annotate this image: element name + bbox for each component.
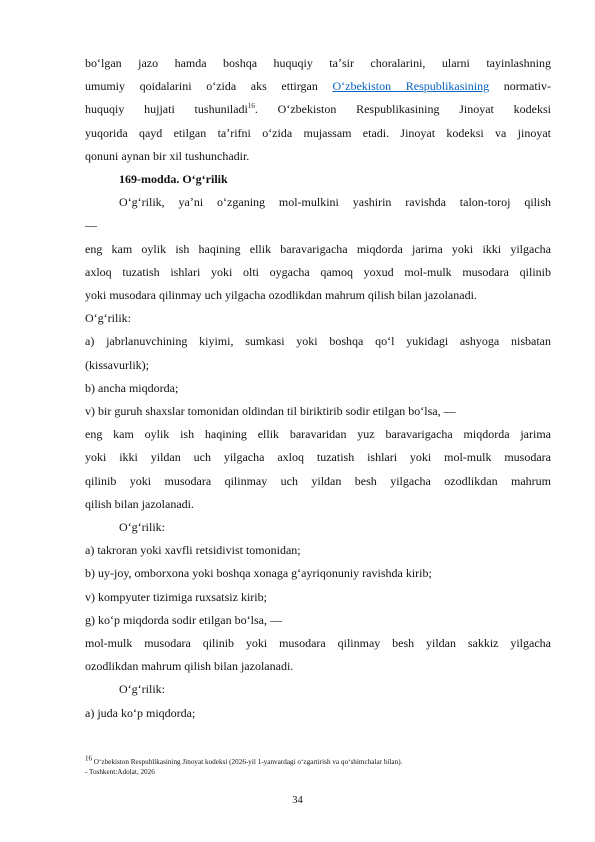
- body-line: ozodlikdan mahrum qilish bilan jazolanadi.: [85, 659, 294, 674]
- body-line: —: [85, 218, 97, 233]
- body-line: Oʻgʻrilik:: [119, 520, 165, 535]
- footnote-line: [85, 754, 551, 767]
- body-line: b) ancha miqdorda;: [85, 380, 179, 395]
- body-line: Oʻgʻrilik:: [85, 311, 131, 326]
- footnote-ref[interactable]: 16: [247, 102, 255, 111]
- footnote-text: Oʻzbekiston Respublikasining Jinoyat kodeksi (2026-yil 1-yanvardagi oʻzgartirish va qoʻshimchalar bilan).: [92, 758, 403, 766]
- footnote-line: - Toshkent:Adolat, 2026: [85, 768, 155, 776]
- body-line: qonuni aynan bir xil tushunchadir.: [85, 148, 250, 163]
- body-line: v) kompyuter tizimiga ruxsatsiz kirib;: [85, 589, 267, 604]
- article-heading: 169-modda. Oʻgʻrilik: [119, 172, 228, 187]
- body-line: [85, 98, 551, 121]
- body-line: v) bir guruh shaxslar tomonidan oldindan til biriktirib sodir etilgan boʻlsa, —: [85, 404, 456, 419]
- body-text: normativ-: [489, 79, 552, 94]
- body-line: a) jabrlanuvchining kiyimi, sumkasi yoki boshqa qoʻl yukidagi ashyoga nisbatan: [85, 334, 551, 349]
- body-line: eng kam oylik ish haqining ellik baravarigacha miqdorda jarima yoki ikki yilgacha: [85, 241, 551, 256]
- body-line: (kissavurlik);: [85, 357, 149, 372]
- body-line: bo‘lgan jazo hamda boshqa huquqiy taʼsir choralarini, ularni tayinlashning: [85, 56, 551, 70]
- body-line: Oʻgʻrilik:: [119, 682, 165, 697]
- body-text: . Oʻzbekiston Respublikasining Jinoyat kodeksi: [254, 102, 551, 117]
- footnote: [85, 754, 551, 777]
- body-line: qilinib yoki musodara qilinmay uch yildan besh yilgacha ozodlikdan mahrum: [85, 473, 551, 488]
- body-line: a) juda koʻp miqdorda;: [85, 705, 196, 720]
- body-line: [85, 75, 551, 98]
- body-line: qilish bilan jazolanadi.: [85, 496, 194, 511]
- body-line: yoki ikki yildan uch yilgacha axloq tuzatish ishlari yoki mol-mulk musodara: [85, 450, 551, 465]
- body-line: eng kam oylik ish haqining ellik baravaridan yuz baravarigacha miqdorda jarima: [85, 427, 551, 442]
- footnote-number: 16: [85, 754, 92, 763]
- body-text: huquqiy hujjati tushuniladi: [85, 102, 248, 117]
- republic-link[interactable]: Oʻzbekiston Respublikasining: [332, 79, 490, 94]
- body-line: yuqorida qayd etilgan taʼrifni oʻzida mujassam etadi. Jinoyat kodeksi va jinoyat: [85, 125, 551, 140]
- body-text: umumiy qoidalarini oʻzida aks ettirgan: [85, 79, 333, 94]
- body-line: yoki musodara qilinmay uch yilgacha ozodlikdan mahrum qilish bilan jazolanadi.: [85, 288, 477, 303]
- body-line: a) takroran yoki xavfli retsidivist tomonidan;: [85, 543, 301, 558]
- body-line: Oʻgʻrilik, yaʼni oʻzganing mol-mulkini yashirin ravishda talon-toroj qilish: [119, 195, 551, 210]
- page-number: 34: [292, 795, 303, 806]
- body-line: axloq tuzatish ishlari yoki olti oygacha qamoq yoxud mol-mulk musodara qilinib: [85, 264, 551, 279]
- body-line: b) uy-joy, omborxona yoki boshqa xonaga gʻayriqonuniy ravishda kirib;: [85, 566, 432, 581]
- document-body: [85, 52, 551, 725]
- body-line: g) koʻp miqdorda sodir etilgan boʻlsa, —: [85, 612, 282, 627]
- body-line: mol-mulk musodara qilinib yoki musodara qilinmay besh yildan sakkiz yilgacha: [85, 636, 551, 651]
